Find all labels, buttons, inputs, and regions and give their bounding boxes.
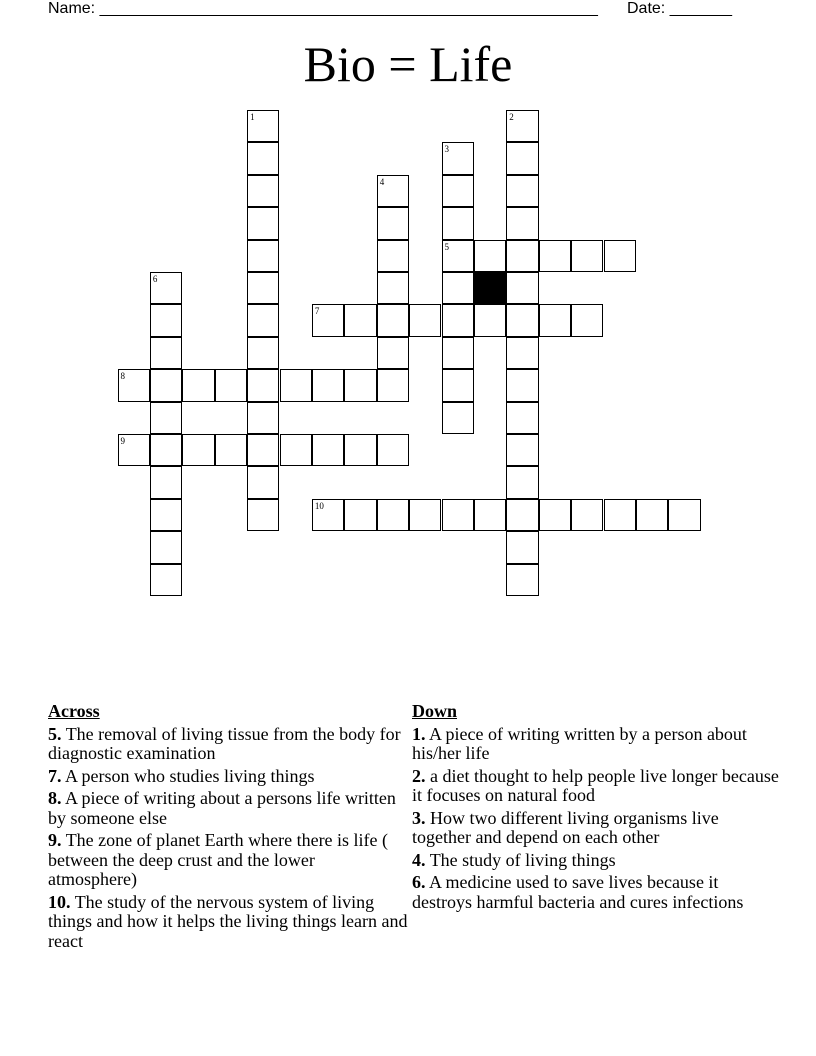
crossword-cell[interactable] [150, 466, 182, 498]
crossword-cell[interactable] [474, 240, 506, 272]
crossword-cell[interactable] [668, 499, 700, 531]
crossword-cell[interactable] [442, 499, 474, 531]
clue-number-label: 8 [120, 371, 125, 382]
crossword-cell[interactable] [150, 564, 182, 596]
clue-number: 10. [48, 891, 71, 912]
crossword-cell[interactable] [474, 304, 506, 336]
clue-number-label: 9 [120, 436, 125, 446]
crossword-cell[interactable] [539, 499, 571, 531]
crossword-cell[interactable] [636, 499, 668, 531]
crossword-cell[interactable] [539, 240, 571, 272]
crossword-cell[interactable] [377, 304, 409, 336]
crossword-cell[interactable] [474, 499, 506, 531]
crossword-cell[interactable] [344, 434, 376, 466]
down-heading: Down [412, 701, 458, 721]
crossword-cell[interactable] [409, 304, 441, 336]
crossword-cell[interactable] [150, 499, 182, 531]
page-title: Bio = Life [303, 36, 513, 92]
clue-number: 7. [48, 765, 62, 786]
crossword-cell[interactable] [182, 434, 214, 466]
clue-number-label: 1 [250, 112, 255, 122]
crossword-cell[interactable] [506, 434, 538, 466]
crossword-cell[interactable] [150, 337, 182, 369]
crossword-cell[interactable] [571, 240, 603, 272]
crossword-cell[interactable] [377, 337, 409, 369]
crossword-cell[interactable] [571, 304, 603, 336]
clue-number: 5. [48, 723, 62, 744]
clue-down-2 [412, 767, 782, 806]
clue-number: 4. [412, 849, 426, 870]
clue-text: The removal of living tissue from the body for diagnostic examination [48, 723, 401, 763]
crossword-cell[interactable] [247, 337, 279, 369]
clue-number-label: 7 [314, 306, 320, 317]
crossword-cell[interactable] [312, 304, 344, 336]
crossword-cell[interactable] [442, 304, 474, 336]
crossword-cell[interactable] [442, 369, 474, 401]
crossword-cell[interactable] [506, 304, 538, 336]
clue-number: 1. [412, 723, 426, 744]
clue-number-label: 10 [314, 500, 324, 511]
clue-across-8 [48, 789, 408, 828]
clue-down-6 [412, 873, 782, 912]
crossword-cell[interactable] [280, 434, 312, 466]
crossword-cell[interactable] [442, 272, 474, 304]
crossword-cell[interactable] [247, 402, 279, 434]
across-clues [48, 702, 408, 954]
crossword-cell[interactable] [118, 369, 150, 401]
name-field-label: Name: ________________________________________________________ [48, 0, 598, 17]
clue-down-1 [412, 725, 782, 764]
clue-text: A medicine used to save lives because it destroys harmful bacteria and cures infections [412, 872, 744, 912]
clue-number-label: 3 [444, 144, 449, 155]
clue-down-3 [412, 809, 782, 848]
crossword-cell[interactable] [539, 304, 571, 336]
crossword-cell[interactable] [506, 466, 538, 498]
clue-number: 9. [48, 830, 62, 850]
crossword-cell[interactable] [377, 272, 409, 304]
crossword-cell[interactable] [604, 240, 636, 272]
clue-text: a diet thought to help people live longer because it focuses on natural food [412, 765, 779, 805]
crossword-cell[interactable] [118, 434, 150, 466]
clue-text: A person who studies living things [65, 765, 315, 786]
crossword-cell[interactable] [280, 369, 312, 401]
crossword-cell[interactable] [377, 434, 409, 466]
crossword-cell[interactable] [571, 499, 603, 531]
clue-number: 6. [412, 872, 426, 892]
down-clues [412, 702, 782, 915]
crossword-cell[interactable] [506, 175, 538, 207]
clue-across-9 [48, 831, 408, 890]
crossword-cell[interactable] [247, 466, 279, 498]
crossword-cell[interactable] [215, 369, 247, 401]
crossword-cell[interactable] [506, 110, 538, 142]
crossword-cell[interactable] [150, 434, 182, 466]
crossword-cell[interactable] [150, 304, 182, 336]
clue-number-label: 2 [509, 112, 514, 122]
crossword-cell[interactable] [442, 337, 474, 369]
across-heading: Across [48, 701, 100, 721]
crossword-cell[interactable] [506, 369, 538, 401]
crossword-cell[interactable] [604, 499, 636, 531]
crossword-cell[interactable] [442, 175, 474, 207]
crossword-cell[interactable] [442, 402, 474, 434]
black-square [474, 272, 506, 304]
date-field-label: Date: _______ [627, 0, 732, 17]
crossword-cell[interactable] [442, 207, 474, 239]
crossword-cell[interactable] [506, 499, 538, 531]
crossword-cell[interactable] [150, 531, 182, 563]
crossword-cell[interactable] [247, 175, 279, 207]
crossword-cell[interactable] [150, 272, 182, 304]
crossword-cell[interactable] [409, 499, 441, 531]
clue-number: 2. [412, 765, 426, 786]
crossword-cell[interactable] [442, 240, 474, 272]
crossword-cell[interactable] [506, 207, 538, 239]
clue-text: The zone of planet Earth where there is life ( between the deep crust and the lower atmosphere) [48, 830, 389, 889]
crossword-cell[interactable] [247, 369, 279, 401]
clue-across-7 [48, 767, 408, 787]
crossword-cell[interactable] [442, 142, 474, 174]
crossword-cell[interactable] [344, 499, 376, 531]
crossword-cell[interactable] [150, 402, 182, 434]
clue-number: 8. [48, 788, 62, 808]
crossword-cell[interactable] [247, 110, 279, 142]
clue-number-label: 4 [379, 176, 385, 187]
crossword-cell[interactable] [506, 531, 538, 563]
clue-number: 3. [412, 807, 426, 828]
crossword-cell[interactable] [247, 272, 279, 304]
crossword-cell[interactable] [506, 564, 538, 596]
crossword-cell[interactable] [247, 434, 279, 466]
clue-text: How two different living organisms live together and depend on each other [412, 807, 719, 847]
crossword-cell[interactable] [182, 369, 214, 401]
clue-text: A piece of writing written by a person about his/her life [412, 723, 747, 763]
crossword-cell[interactable] [344, 369, 376, 401]
crossword-cell[interactable] [506, 272, 538, 304]
clue-text: A piece of writing about a persons life written by someone else [48, 788, 396, 828]
crossword-cell[interactable] [506, 337, 538, 369]
clue-text: The study of the nervous system of living things and how it helps the living things learn and react [48, 891, 408, 951]
crossword-cell[interactable] [506, 240, 538, 272]
crossword-cell[interactable] [247, 207, 279, 239]
crossword-cell[interactable] [247, 142, 279, 174]
crossword-cell[interactable] [506, 142, 538, 174]
crossword-cell[interactable] [312, 434, 344, 466]
clue-down-4 [412, 851, 782, 871]
clue-across-5 [48, 725, 408, 764]
crossword-cell[interactable] [312, 499, 344, 531]
crossword-cell[interactable] [312, 369, 344, 401]
crossword-cell[interactable] [506, 402, 538, 434]
crossword-cell[interactable] [377, 175, 409, 207]
crossword-cell[interactable] [377, 499, 409, 531]
crossword-cell[interactable] [377, 207, 409, 239]
clue-number-label: 5 [444, 241, 449, 252]
crossword-cell[interactable] [344, 304, 376, 336]
crossword-cell[interactable] [377, 240, 409, 272]
crossword-cell[interactable] [247, 240, 279, 272]
clue-number-label: 6 [152, 274, 158, 284]
crossword-cell[interactable] [215, 434, 247, 466]
crossword-cell[interactable] [150, 369, 182, 401]
clue-across-10 [48, 893, 408, 952]
crossword-cell[interactable] [247, 304, 279, 336]
crossword-cell[interactable] [377, 369, 409, 401]
clue-text: The study of living things [429, 849, 616, 870]
crossword-cell[interactable] [247, 499, 279, 531]
